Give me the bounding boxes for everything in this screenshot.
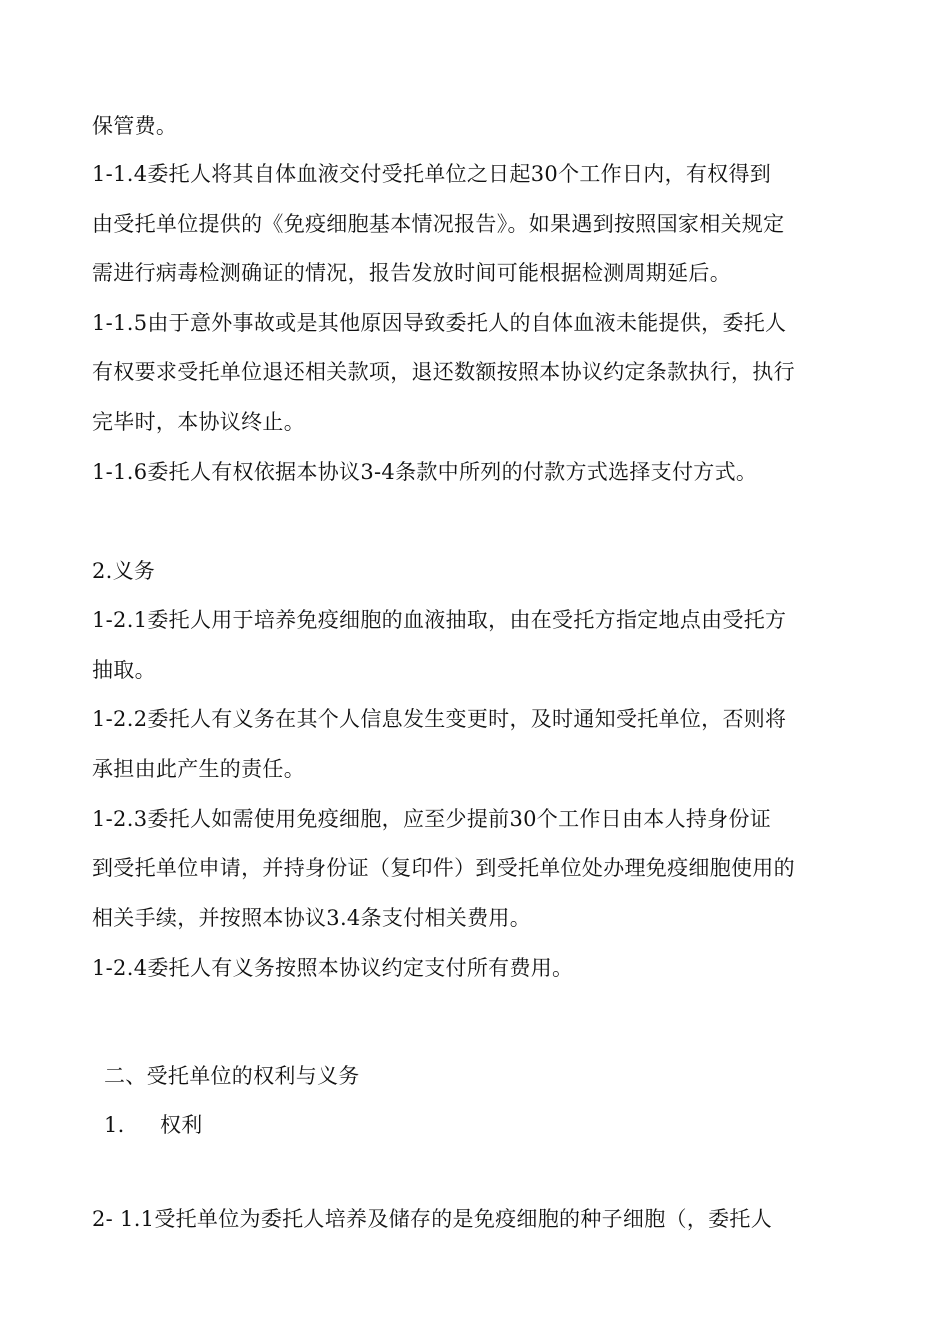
text-line: 2- 1.1受托单位为委托人培养及储存的是免疫细胞的种子细胞（，委托人 (92, 1207, 773, 1231)
list-heading: 权利 (160, 1113, 203, 1137)
text-line: 完毕时，本协议终止。 (92, 410, 305, 434)
text-line: 抽取。 (92, 658, 156, 682)
text-line: 需进行病毒检测确证的情况，报告发放时间可能根据检测周期延后。 (92, 261, 731, 285)
text-line: 1-2.2委托人有义务在其个人信息发生变更时，及时通知受托单位，否则将 (92, 707, 787, 731)
section-heading: 2.义务 (92, 559, 156, 583)
text-line: 有权要求受托单位退还相关款项，退还数额按照本协议约定条款执行，执行 (92, 360, 795, 384)
text-line: 1-1.4委托人将其自体血液交付受托单位之日起30个工作日内，有权得到 (92, 162, 772, 186)
text-line: 相关手续，并按照本协议3.4条支付相关费用。 (92, 906, 531, 930)
text-line: 承担由此产生的责任。 (92, 757, 305, 781)
text-line: 1-2.3委托人如需使用免疫细胞，应至少提前30个工作日由本人持身份证 (92, 807, 772, 831)
text-line: 保管费。 (92, 114, 178, 138)
text-line: 由受托单位提供的《免疫细胞基本情况报告》。如果遇到按照国家相关规定 (92, 212, 785, 236)
text-line: 到受托单位申请，并持身份证（复印件）到受托单位处办理免疫细胞使用的 (92, 856, 795, 880)
text-line: 1-1.5由于意外事故或是其他原因导致委托人的自体血液未能提供，委托人 (92, 311, 787, 335)
text-line: 1-1.6委托人有权依据本协议3-4条款中所列的付款方式选择支付方式。 (92, 460, 758, 484)
chapter-heading: 二、受托单位的权利与义务 (104, 1064, 360, 1088)
text-line: 1-2.1委托人用于培养免疫细胞的血液抽取，由在受托方指定地点由受托方 (92, 608, 787, 632)
text-line: 1-2.4委托人有义务按照本协议约定支付所有费用。 (92, 956, 574, 980)
list-number: 1. (104, 1113, 125, 1137)
